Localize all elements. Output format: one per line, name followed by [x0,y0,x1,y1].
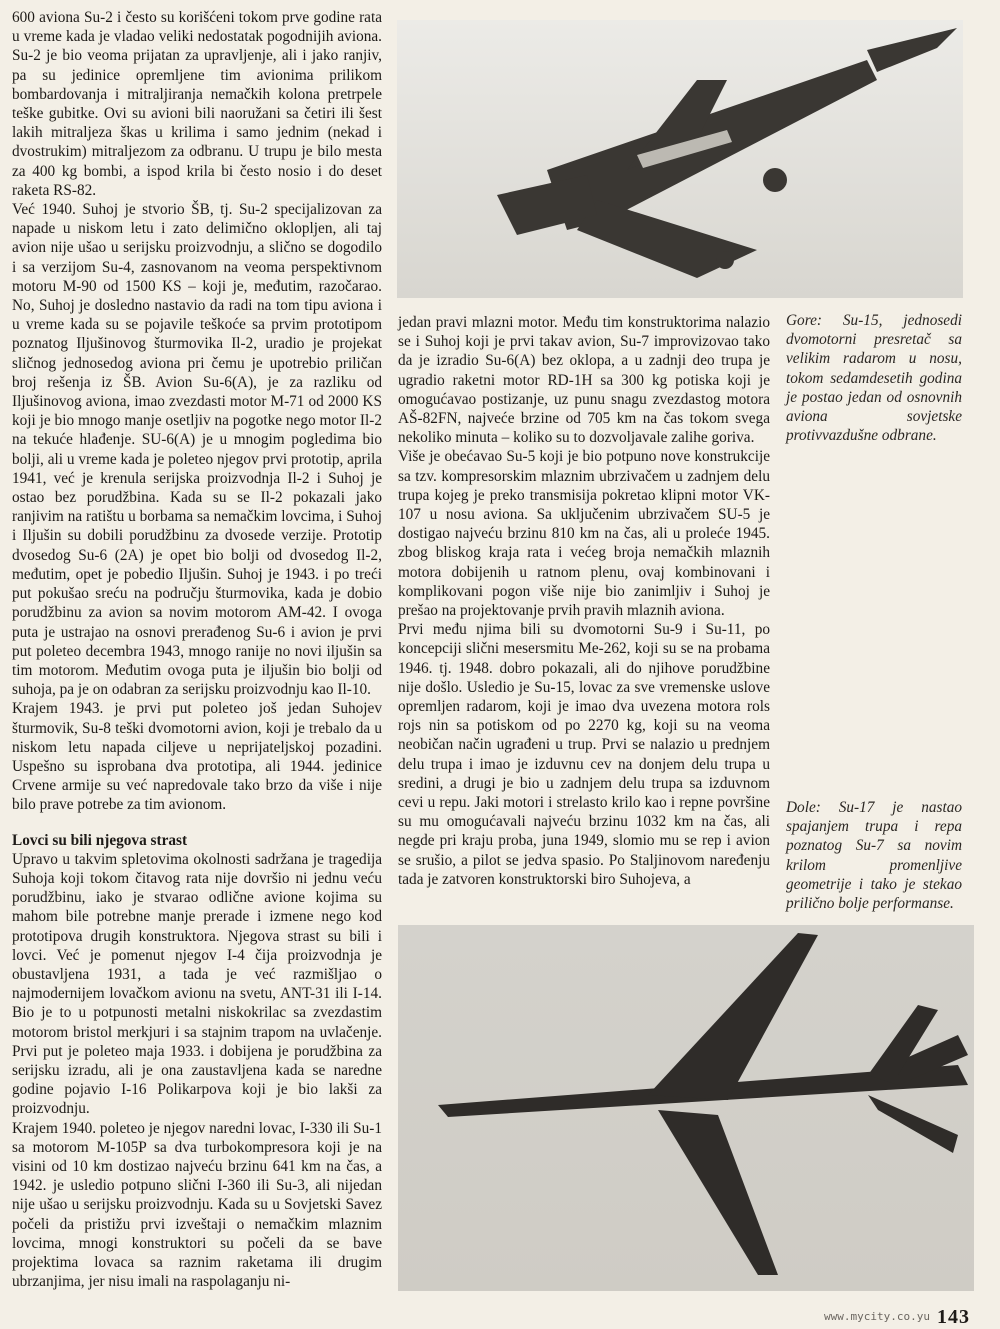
site-watermark: www.mycity.co.yu [824,1310,930,1323]
paragraph: 600 aviona Su-2 i često su korišćeni tokom prve godine rata u vreme kada je vladao veliki nedostatak pogodnijih aviona. Su-2 je bio veoma prijatan za upravljenje, ali i jako ranjiv, pa su jedinice opremljene tim avionima prilikom bombardovanja i mitraljiranja nemačkih kolona pretrpele teške gubitke. Ovi su avioni bili naoružani sa četiri ili šest lakih mitraljeza škas u krilima i samo jednim (nekad i dvostrukim) mitraljezom za odbranu. U trupu je bilo mesta za 400 kg bombi, a ispod krila bi često nosio i do deset raketa RS-82. [12,9,382,199]
paragraph: Krajem 1943. je prvi put poleteo još jedan Suhojev šturmovik, Su-8 teški dvomotorni avion, koji je trebalo da u niskom letu napada ciljeve u neprijateljskoj pozadini. Uspešno su isprobana dva prototipa, ali 1944. jedinice Crvene armije su već napredovale tako brzo da više i nije bilo prave potrebe za tim avionom. [12,700,382,814]
paragraph: Krajem 1940. poleteo je njegov naredni lovac, I-330 ili Su-1 sa motorom M-105P sa dva turbokompresora koji je na visini od 10 km dostizao najveću brzinu 641 km na čas, a 1942. je usledio potpuno slični I-360 ili Su-3, ali nijedan nije ušao u serijsku proizvodnju. Kada su u Sovjetski Savez počeli da pristižu prvi izveštaji o nemačkim mlaznim lovcima, mnogi konstruktori su počeli da se bave projektima lovaca sa raznim raketama ili drugim ubrzanjima, jer nisu imali na raspolaganju ni- [12,1119,383,1291]
paragraph: Upravo u takvim spletovima okolnosti sadržana je tragedija Suhoja koji tokom čitavog rata nije dovršio ni jednu veću porudžbinu, iako je stvarao odlične avione kojima su mahom bile potrebne manje prerade i izmene nego kod prototipova drugih konstruktora. Njegova strast su bili i lovci. Već je pomenut njegov I-4 čija proizvodnja je obustavljena 1931, a tada je već razmišljao o najmodernijem lovačkom avionu na svetu, ANT-31 ili I-14. Bio je to u potpunosti metalni niskokrilac sa zvezdastim motorom bristol merkjuri i sa stajnim trapom na uvlačenje. Prvi put je poleteo maja 1933. i dobijena je porudžbina za serijsku izradu, ali je ona zaustavljena kada se naredne godine pojavio I-16 Polikarpova koji je bio lakši za proizvodnju. [12,850,382,1118]
su-17-photo [398,925,974,1291]
middle-text-column [398,313,770,889]
section-heading: Lovci su bili njegova strast [12,831,188,849]
paragraph: jedan pravi mlazni motor. Među tim konstruktorima nalazio se i Suhoj koji je prvi takav avion, Su-7 improvizovao tako da je izradio Su-6(A) bez oklopa, a u zadnji deo trupa je ugradio raketni motor RD-1H sa 300 kg potiska koji je omogućavao postizanje, uz punu snagu zvezdastog motora AŠ-82FN, najveće brzine od 705 km na čas tokom svega nekoliko minuta – koliko su to dozvoljavale zalihe goriva. [398,314,770,447]
su-15-photo [397,20,963,298]
left-text-column [12,8,382,1291]
paragraph: Prvi među njima bili su dvomotorni Su-9 i Su-11, po koncepciji slični mesersmitu Me-262, koji su se na probama 1946. tj. 1948. dobro pokazali, ali do njihove porudžbine nije došlo. Usledio je Su-15, lovac za sve vremenske uslove opremljen radarom, koji je imao dva uvezena motora rols rojs nin sa potiskom od po 2270 kg, koji su na veoma neobičan način ugrađeni u trup. Prvi se nalazio u prednjem delu trupa i imao je izduvnu cev na donjem delu trupa u sredini, a drugi je bio u zadnjem delu trupa sa izduvnom cevi u repu. Jaki motori i strelasto krilo kao i repne površine su mu omogućavali najveću brzinu 1032 km na čas, ali negde pri kraju proba, juna 1949, slomio mu se rep i avion se srušio, a pilot se jedva spasio. Po Staljinovom naređenju tada je zatvoren konstruktorski biro Suhojeva, a [398,621,770,888]
caption-bottom: Dole: Su-17 je nastao spajanjem trupa i repa poznatog Su-7 sa novim krilom promenljive geometrije i tako je stekao prilično bolje performanse. [786,799,962,913]
aircraft-silhouette-icon [398,925,974,1291]
page-number: 143 [937,1306,970,1328]
paragraph: Već 1940. Suhoj je stvorio ŠB, tj. Su-2 specijalizovan za napade u niskom letu i zato delimično oklopljen, ali taj avion nije ušao u serijsku proizvodnju, a slično se dogodilo i sa verzijom Su-4, zasnovanom na veoma perspektivnom motoru M-90 od 1500 KS – koji je, međutim, razočarao. No, Suhoj je dosledno nastavio da radi na tom tipu aviona i u vreme kada su se pojavile teškoće sa prvim prototipom poznatog Iljušinovog šturmovika Il-2, uradio je projekat sličnog jednosedog aviona pri čemu je upotrebio priličan broj rešenja iz ŠB. Avion Su-6(A), je za razliku od Iljušinovog aviona, imao zvezdasti motor M-71 od 2000 KS koji je bio mnogo manje osetljiv na pogotke nego motor Il-2 na tekuće hlađenje. SU-6(A) je u mnogim pogledima bio bolji, ali u vreme kada je poleteo njegov prvi prototip, aprila 1941, već je krenula serijska proizvodnja Il-2 i Suhoj je ostao bez porudžbina. Kada su se Il-2 pokazali jako ranjivim na ratištu u borbama sa nemačkim lovcima, i Suhoj i Iljušin su dobili porudžbinu za dvosede verzije. Prototip dvosedog Su-6 (2A) je opet bio bolji od dvosedog Il-2, međutim, opet je pobedio Iljušin. Suhoj je 1943. i po treći put pokušao sreću na području šturmovika, kada je dobio porudžbinu za avion sa novim motorom AM-42. I ovoga puta je ustrajao na osnovi prerađenog Su-6 i avion je prvi put poleteo decembra 1943, mnogo ranije no novi iljušin sa tim motorom. Međutim ovoga puta je iljušin bio bolji od suhoja, pa je on odabran za serijsku proizvodnju kao Il-10. [12,201,382,699]
paragraph: Više je obećavao Su-5 koji je bio potpuno nove konstrukcije sa tzv. kompresorskim mlaznim ubrzivačem u zadnjem delu trupa kojeg je preko transmisija pokretao klipni motor VK-107 u nosu aviona. Sa uključenim ubrzivačem SU-5 je dostigao najveću brzinu 810 km na čas, ali u proleće 1945. zbog bliskog kraja rata i većeg broja nemačkih mlaznih motora dobijenih u ratnom plenu, ovaj kombinovani i komplikovani pogon više nije bio zanimljiv i Suhoj je prešao na projektovanje prvih pravih mlaznih aviona. [398,448,770,620]
aircraft-silhouette-icon [397,20,963,298]
caption-top: Gore: Su-15, jednosedi dvomotorni presretač sa velikim radarom u nosu, tokom sedamdesetih godina je postao jedan od osnovnih aviona sovjetske protivvazdušne odbrane. [786,312,962,445]
